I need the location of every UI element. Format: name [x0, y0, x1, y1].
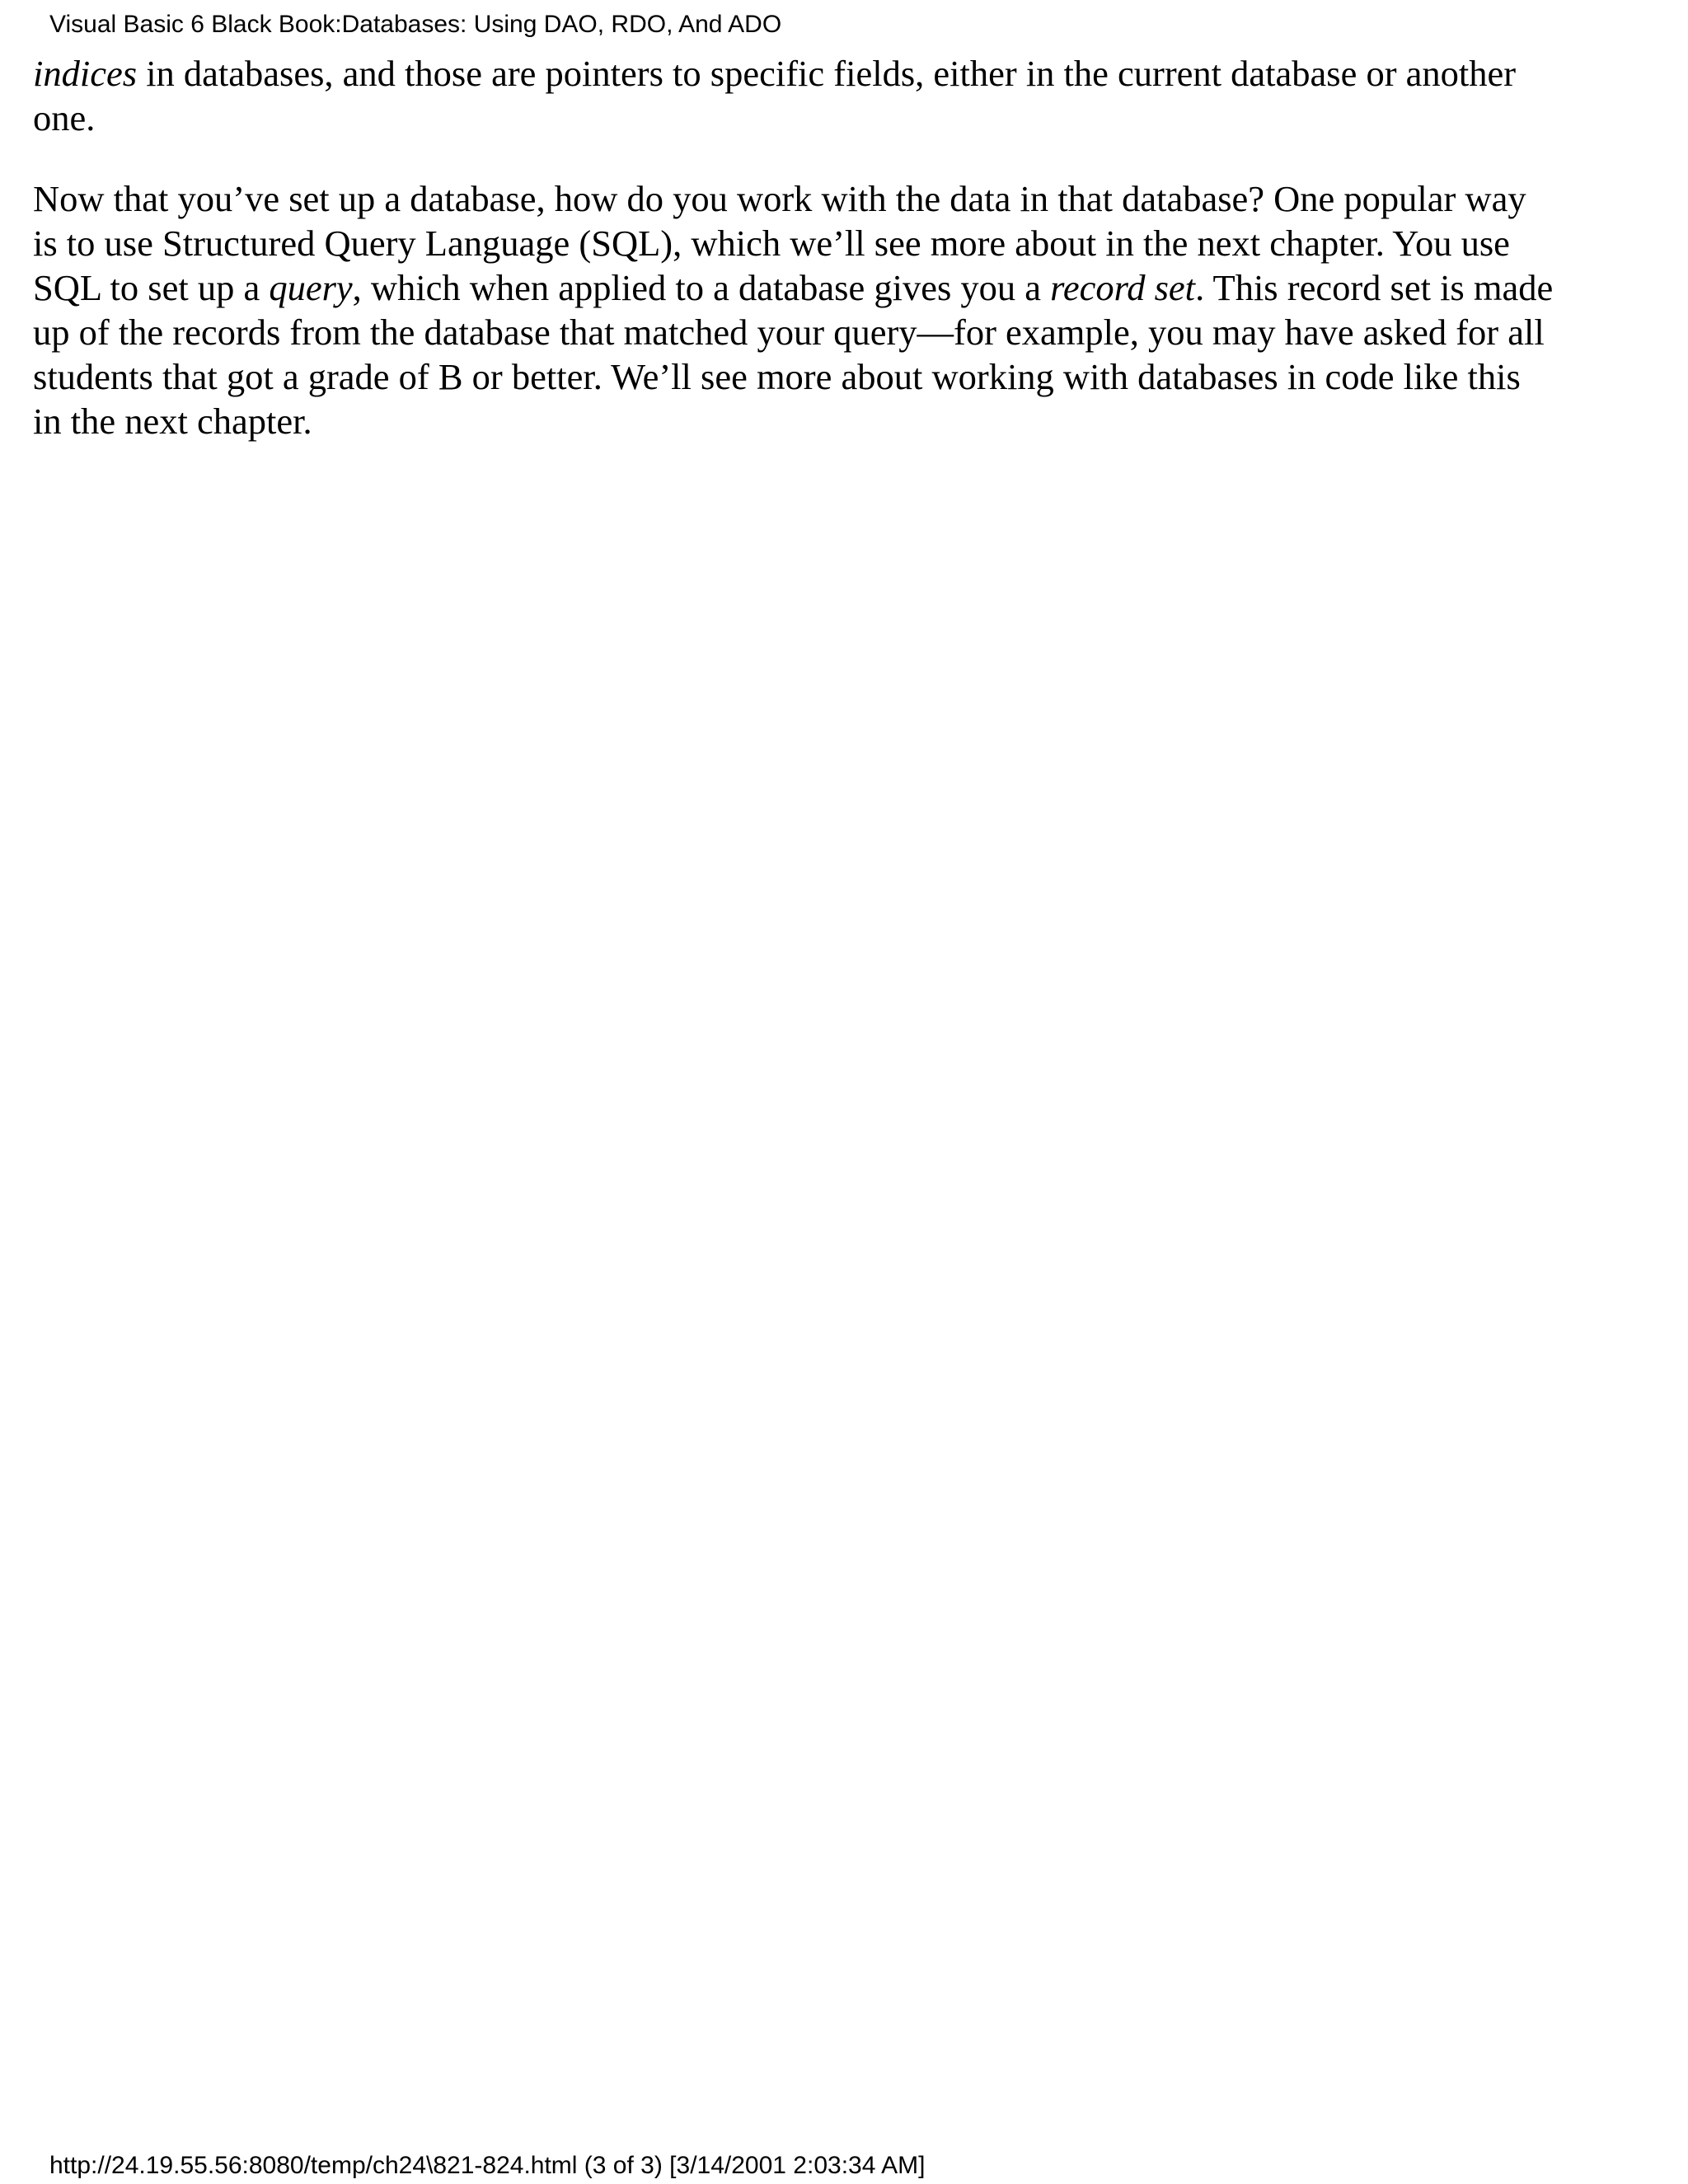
text-run: in the next chapter. — [33, 401, 312, 442]
text-line — [33, 399, 1661, 443]
text-run: one. — [33, 97, 96, 138]
document-body — [33, 51, 1661, 480]
text-line — [33, 354, 1661, 399]
emphasized-term: record set — [1050, 267, 1196, 308]
text-run: , which when applied to a database gives you a — [352, 267, 1051, 308]
text-line — [33, 51, 1661, 96]
text-line — [33, 176, 1661, 221]
text-run: up of the records from the database that matched your query—for example, you may have asked for all — [33, 312, 1545, 353]
emphasized-term: query — [269, 267, 353, 308]
paragraph — [33, 176, 1661, 443]
page-header: Visual Basic 6 Black Book:Databases: Using DAO, RDO, And ADO — [49, 11, 782, 38]
emphasized-term: indices — [33, 53, 138, 94]
text-run: . This record set is made — [1195, 267, 1554, 308]
text-line — [33, 221, 1661, 265]
text-run: Now that you’ve set up a database, how do you work with the data in that database? One popular way — [33, 178, 1526, 219]
paragraph — [33, 51, 1661, 140]
text-run: SQL to set up a — [33, 267, 270, 308]
text-run: in databases, and those are pointers to specific fields, either in the current database or another — [137, 53, 1517, 94]
text-line — [33, 265, 1661, 310]
text-line — [33, 310, 1661, 354]
text-run: is to use Structured Query Language (SQL), which we’ll see more about in the next chapter. You use — [33, 223, 1510, 264]
page-footer-source: http://24.19.55.56:8080/temp/ch24\821-824.html (3 of 3) [3/14/2001 2:03:34 AM] — [49, 2152, 926, 2179]
text-run: students that got a grade of B or better. We’ll see more about working with databases in code like this — [33, 356, 1521, 397]
text-line — [33, 96, 1661, 140]
